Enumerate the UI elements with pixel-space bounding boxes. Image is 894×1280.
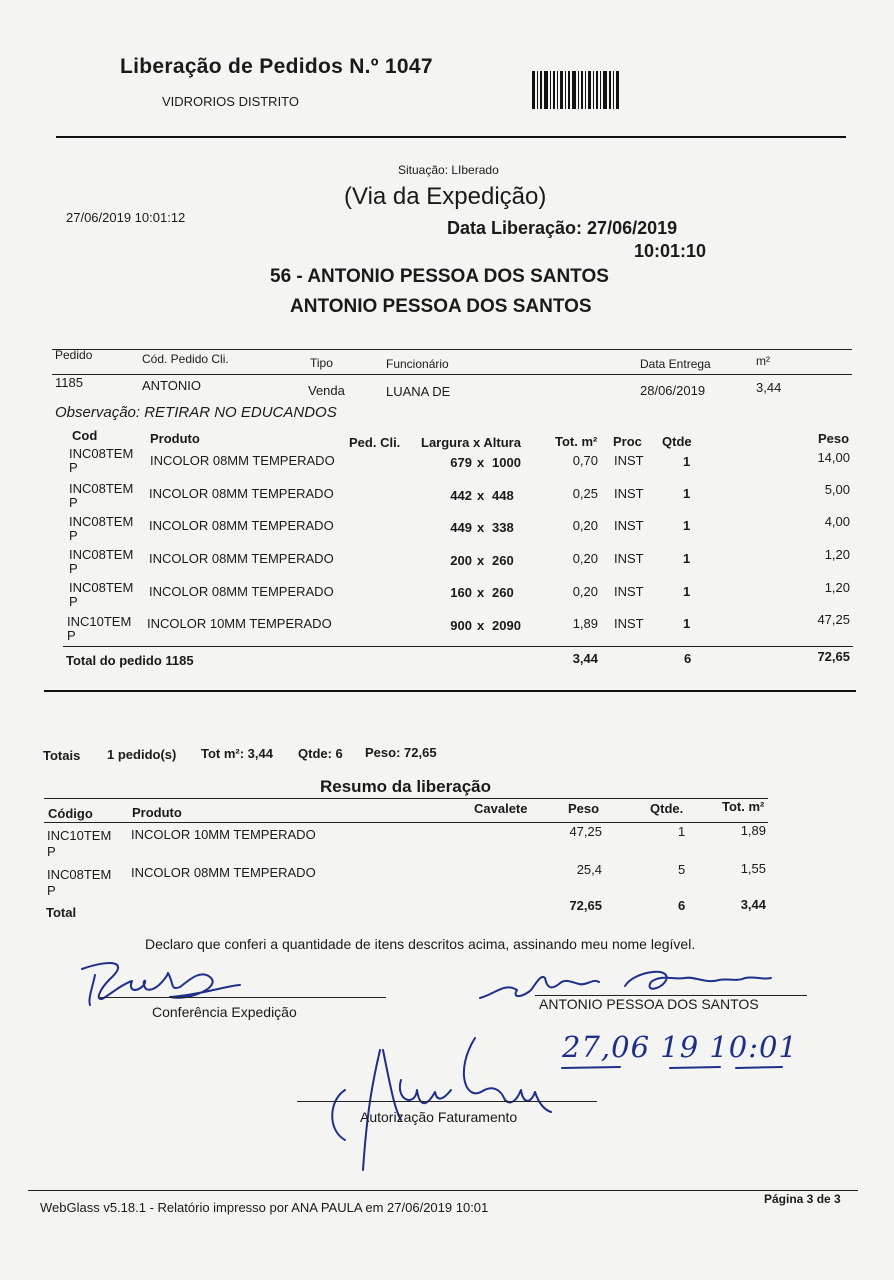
item-largura: 160 bbox=[450, 585, 472, 600]
item-largura: 449 bbox=[450, 520, 472, 535]
item-cod: INC08TEM bbox=[69, 446, 134, 461]
handwritten-date: 27,06 19 10:01 bbox=[562, 1030, 798, 1064]
autorizacao-line bbox=[297, 1101, 597, 1102]
item-times: x bbox=[477, 585, 485, 600]
col-header-cod-pedido-cli: Cód. Pedido Cli. bbox=[142, 352, 229, 366]
col-header-data-entrega: Data Entrega bbox=[640, 357, 711, 371]
item-largura: 900 bbox=[450, 618, 472, 633]
item-proc: INST bbox=[614, 551, 644, 566]
resumo-total-peso: 72,65 bbox=[569, 898, 602, 913]
order-tipo-value: Venda bbox=[308, 383, 345, 398]
resumo-header-tot-m2: Tot. m² bbox=[722, 799, 765, 814]
client-name-line1: 56 - ANTONIO PESSOA DOS SANTOS bbox=[270, 266, 609, 287]
item-peso: 5,00 bbox=[824, 482, 850, 497]
status-label: Situação: LIberado bbox=[398, 163, 499, 177]
items-header-tot-m2: Tot. m² bbox=[555, 434, 598, 449]
order-data-entrega-value: 28/06/2019 bbox=[640, 383, 706, 398]
item-cod: INC08TEM bbox=[69, 481, 134, 496]
resumo-total-qtde: 6 bbox=[678, 898, 686, 913]
handwritten-date-underline bbox=[560, 1062, 790, 1072]
document-title: Liberação de Pedidos N.º 1047 bbox=[120, 55, 433, 78]
item-cod: INC08TEM bbox=[69, 580, 134, 595]
resumo-header-cavalete: Cavalete bbox=[474, 801, 528, 816]
item-times: x bbox=[477, 553, 485, 568]
item-peso: 1,20 bbox=[824, 547, 850, 562]
order-top-divider bbox=[52, 349, 852, 350]
order-total-label: Total do pedido 1185 bbox=[66, 653, 194, 668]
resumo-tot-m2: 1,89 bbox=[740, 823, 766, 838]
item-proc: INST bbox=[614, 616, 644, 631]
item-cod: INC10TEM bbox=[67, 614, 132, 629]
order-pedido-value: 1185 bbox=[55, 375, 83, 390]
resumo-codigo: INC10TEM bbox=[47, 828, 112, 843]
item-cod-suffix: P bbox=[69, 460, 78, 475]
resumo-title: Resumo da liberação bbox=[320, 777, 492, 796]
col-header-funcionario: Funcionário bbox=[386, 357, 449, 371]
item-produto: INCOLOR 10MM TEMPERADO bbox=[147, 616, 332, 631]
release-time: 10:01:10 bbox=[634, 241, 707, 261]
item-peso: 4,00 bbox=[824, 514, 850, 529]
resumo-total-label: Total bbox=[46, 905, 77, 920]
col-header-tipo: Tipo bbox=[310, 356, 333, 370]
item-produto: INCOLOR 08MM TEMPERADO bbox=[149, 486, 334, 501]
footer-report-info: WebGlass v5.18.1 - Relatório impresso por ANA PAULA em 27/06/2019 10:01 bbox=[40, 1200, 489, 1215]
item-qtde: 1 bbox=[683, 518, 691, 533]
item-altura: 1000 bbox=[492, 455, 521, 470]
item-tot-m2: 0,25 bbox=[572, 486, 598, 501]
totals-qtde: Qtde: 6 bbox=[298, 746, 343, 761]
client-name-line2: ANTONIO PESSOA DOS SANTOS bbox=[290, 296, 592, 317]
item-tot-m2: 0,20 bbox=[572, 551, 598, 566]
items-bottom-divider bbox=[44, 690, 856, 692]
print-datetime: 27/06/2019 10:01:12 bbox=[66, 210, 186, 225]
item-qtde: 1 bbox=[683, 454, 691, 469]
item-proc: INST bbox=[614, 518, 644, 533]
item-cod: INC08TEM bbox=[69, 547, 134, 562]
items-header-peso: Peso bbox=[818, 431, 850, 446]
item-altura: 448 bbox=[492, 488, 514, 503]
order-total-qtde: 6 bbox=[684, 651, 692, 666]
company-name: VIDRORIOS DISTRITO bbox=[162, 94, 299, 109]
items-header-qtde: Qtde bbox=[662, 434, 692, 449]
via-label: (Via da Expedição) bbox=[344, 183, 547, 210]
resumo-header-produto: Produto bbox=[132, 805, 182, 820]
order-m2-value: 3,44 bbox=[756, 380, 782, 395]
item-altura: 2090 bbox=[492, 618, 521, 633]
footer-page-number: Página 3 de 3 bbox=[764, 1192, 841, 1206]
item-cod-suffix: P bbox=[69, 561, 78, 576]
items-header-produto: Produto bbox=[150, 431, 200, 446]
item-proc: INST bbox=[614, 584, 644, 599]
item-largura: 200 bbox=[450, 553, 472, 568]
totals-label: Totais bbox=[43, 748, 81, 763]
item-altura: 260 bbox=[492, 585, 514, 600]
item-tot-m2: 0,70 bbox=[572, 453, 598, 468]
resumo-header-peso: Peso bbox=[568, 801, 600, 816]
item-largura: 442 bbox=[450, 488, 472, 503]
order-observation: Observação: RETIRAR NO EDUCANDOS bbox=[55, 404, 337, 421]
col-header-m2: m² bbox=[756, 354, 770, 368]
item-produto: INCOLOR 08MM TEMPERADO bbox=[149, 518, 334, 533]
resumo-top-divider bbox=[44, 798, 768, 799]
resumo-header-divider bbox=[44, 822, 768, 823]
item-cod-suffix: P bbox=[69, 528, 78, 543]
item-tot-m2: 0,20 bbox=[572, 584, 598, 599]
item-cod-suffix: P bbox=[67, 628, 76, 643]
item-qtde: 1 bbox=[683, 551, 691, 566]
release-date: Data Liberação: 27/06/2019 bbox=[447, 218, 678, 238]
item-proc: INST bbox=[614, 486, 644, 501]
item-times: x bbox=[477, 520, 485, 535]
item-cod: INC08TEM bbox=[69, 514, 134, 529]
footer-divider bbox=[28, 1190, 858, 1191]
resumo-qtde: 5 bbox=[678, 862, 686, 877]
item-peso: 14,00 bbox=[817, 450, 850, 465]
totals-m2: Tot m²: 3,44 bbox=[201, 746, 273, 761]
item-altura: 338 bbox=[492, 520, 514, 535]
item-times: x bbox=[477, 618, 485, 633]
autorizacao-label: Autorização Faturamento bbox=[360, 1109, 518, 1125]
item-produto: INCOLOR 08MM TEMPERADO bbox=[150, 453, 335, 468]
item-cod-suffix: P bbox=[69, 594, 78, 609]
item-produto: INCOLOR 08MM TEMPERADO bbox=[149, 584, 334, 599]
item-tot-m2: 0,20 bbox=[572, 518, 598, 533]
barcode-image bbox=[532, 71, 630, 109]
resumo-produto: INCOLOR 08MM TEMPERADO bbox=[131, 865, 316, 880]
items-total-divider bbox=[63, 646, 853, 647]
declaration-text: Declaro que conferi a quantidade de itens descritos acima, assinando meu nome legível. bbox=[145, 936, 696, 952]
client-signature-label: ANTONIO PESSOA DOS SANTOS bbox=[539, 996, 759, 1012]
item-times: x bbox=[477, 488, 485, 503]
item-times: x bbox=[477, 455, 485, 470]
order-total-m2: 3,44 bbox=[572, 651, 598, 666]
item-peso: 47,25 bbox=[817, 612, 850, 627]
item-proc: INST bbox=[614, 453, 644, 468]
resumo-header-codigo: Código bbox=[48, 806, 93, 821]
resumo-header-qtde: Qtde. bbox=[650, 801, 684, 816]
item-cod-suffix: P bbox=[69, 495, 78, 510]
item-produto: INCOLOR 08MM TEMPERADO bbox=[149, 551, 334, 566]
items-header-ped-cli: Ped. Cli. bbox=[349, 435, 401, 450]
item-largura: 679 bbox=[450, 455, 472, 470]
items-header-largura-altura: Largura x Altura bbox=[421, 435, 521, 450]
conferencia-line bbox=[100, 997, 386, 998]
items-header-cod: Cod bbox=[72, 428, 98, 443]
resumo-codigo-suffix: P bbox=[47, 883, 56, 898]
order-header-divider bbox=[52, 374, 852, 375]
resumo-total-tot-m2: 3,44 bbox=[740, 897, 766, 912]
item-tot-m2: 1,89 bbox=[572, 616, 598, 631]
totals-pedidos: 1 pedido(s) bbox=[107, 747, 177, 762]
item-peso: 1,20 bbox=[824, 580, 850, 595]
resumo-peso: 25,4 bbox=[576, 862, 602, 877]
autorizacao-signature bbox=[325, 1030, 555, 1175]
resumo-codigo-suffix: P bbox=[47, 844, 56, 859]
totals-peso: Peso: 72,65 bbox=[365, 745, 437, 760]
order-funcionario-value: LUANA DE bbox=[386, 384, 451, 399]
item-qtde: 1 bbox=[683, 486, 691, 501]
resumo-produto: INCOLOR 10MM TEMPERADO bbox=[131, 827, 316, 842]
order-cod-pedido-cli-value: ANTONIO bbox=[142, 378, 201, 393]
order-total-peso: 72,65 bbox=[817, 649, 850, 664]
resumo-tot-m2: 1,55 bbox=[740, 861, 766, 876]
item-qtde: 1 bbox=[683, 616, 691, 631]
resumo-qtde: 1 bbox=[678, 824, 686, 839]
conferencia-label: Conferência Expedição bbox=[152, 1004, 297, 1020]
header-divider bbox=[56, 136, 846, 138]
resumo-codigo: INC08TEM bbox=[47, 867, 112, 882]
col-header-pedido: Pedido bbox=[55, 348, 93, 362]
resumo-peso: 47,25 bbox=[569, 824, 602, 839]
item-altura: 260 bbox=[492, 553, 514, 568]
items-header-proc: Proc bbox=[613, 434, 642, 449]
item-qtde: 1 bbox=[683, 584, 691, 599]
